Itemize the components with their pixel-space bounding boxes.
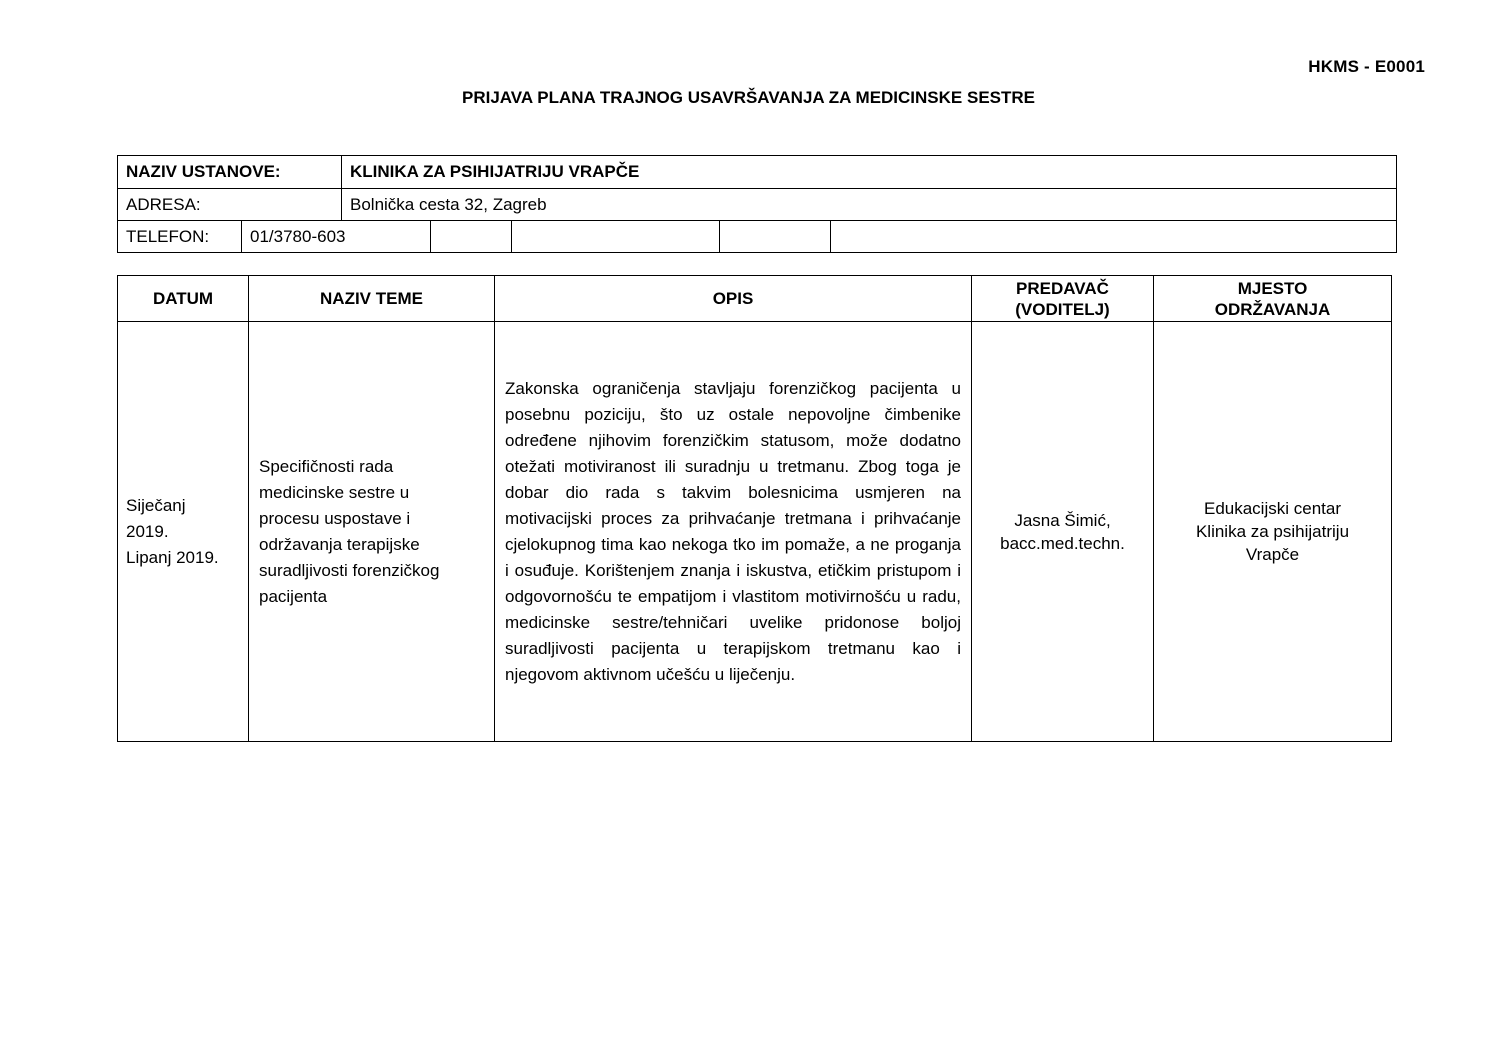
institution-name-value: KLINIKA ZA PSIHIJATRIJU VRAPČE: [350, 162, 640, 181]
header-predavac: PREDAVAČ (VODITELJ): [972, 276, 1154, 322]
cell-predavac: Jasna Šimić, bacc.med.techn.: [972, 322, 1154, 742]
header-mjesto: MJESTO ODRŽAVANJA: [1154, 276, 1392, 322]
institution-name-row: [118, 156, 1396, 189]
table-row: [118, 322, 1392, 742]
opis-text: Zakonska ograničenja stavljaju forenzičkog pacijenta u posebnu poziciju, što uz ostale nepovoljne čimbenike određene njihovim forenzičkim statusom, može dodatno otežati motiviranost ili suradnju u tretmanu. Zbog toga je dobar dio rada s takvim bolesnicima usmjeren na motivacijski proces za prihvaćanje tretmana i prihvaćanje cjelokupnog tima kao nekoga tko im pomaže, a ne proganja i osuđuje. Korištenjem znanja i iskustva, etičkim pristupom i odgovornošću te empatijom i vlastitom motivirnošću u radu, medicinske sestre/tehničari uvelike pridonose boljoj suradljivosti pacijenta u terapijskom tretmanu kao i njegovom aktivnom učešću u liječenju.: [505, 378, 961, 684]
institution-address-label: ADRESA:: [118, 189, 342, 220]
institution-name-label: NAZIV USTANOVE:: [118, 156, 342, 188]
institution-phone-value: 01/3780-603: [242, 221, 431, 252]
institution-address-row: [118, 189, 1396, 221]
cell-mjesto: Edukacijski centar Klinika za psihijatriju Vrapče: [1154, 322, 1392, 742]
document-code: HKMS - E0001: [1308, 57, 1425, 76]
phone-empty-cell-2: [512, 221, 720, 252]
institution-info-box: [117, 155, 1397, 253]
header-datum: DATUM: [118, 276, 249, 322]
table-header-row: [118, 276, 1392, 322]
header-naziv-teme: NAZIV TEME: [249, 276, 495, 322]
cell-naziv-teme: Specifičnosti rada medicinske sestre u procesu uspostave i održavanja terapijske suradljivosti forenzičkog pacijenta: [249, 322, 495, 742]
phone-empty-cell-4: [831, 221, 1396, 252]
phone-empty-cell-3: [720, 221, 831, 252]
cell-opis: [495, 322, 972, 742]
institution-phone-row: [118, 221, 1396, 252]
institution-address-value: Bolnička cesta 32, Zagreb: [350, 194, 547, 214]
cell-datum: Siječanj 2019. Lipanj 2019.: [118, 322, 249, 742]
phone-empty-cell-1: [431, 221, 512, 252]
document-title: PRIJAVA PLANA TRAJNOG USAVRŠAVANJA ZA MEDICINSKE SESTRE: [461, 88, 1036, 107]
institution-phone-label: TELEFON:: [118, 221, 242, 252]
header-opis: OPIS: [495, 276, 972, 322]
education-plan-table: [117, 275, 1392, 742]
